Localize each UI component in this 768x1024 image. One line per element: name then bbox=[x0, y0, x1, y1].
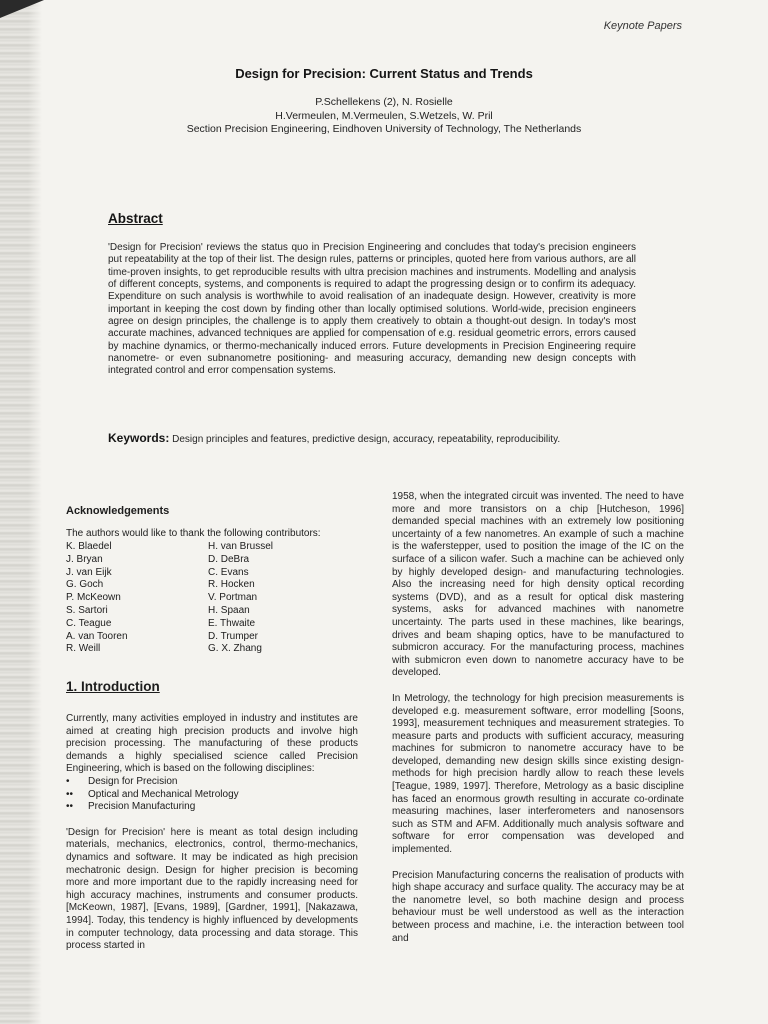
body-paragraph: Precision Manufacturing concerns the realisation of products with high shape accuracy and surface quality. The accuracy may be at the nanometre level, so both machine design and process behaviour must be well understood as well as the interaction between process and machine, i.e. the interaction between tool and bbox=[392, 869, 684, 944]
abstract-heading: Abstract bbox=[108, 211, 163, 226]
keywords-line bbox=[108, 431, 668, 445]
contributor-name: H. van Brussel bbox=[208, 541, 274, 552]
intro-paragraph-1: Currently, many activities employed in industry and institutes are aimed at creating high precision products and involve high precision processing. The manufacturing of these products demands a highly specialised science called Precision Engineering, which is based on the following disciplines: bbox=[66, 713, 358, 775]
acknowledgements-intro: The authors would like to thank the following contributors: bbox=[66, 528, 321, 539]
disciplines-list bbox=[66, 776, 358, 814]
discipline-label: Precision Manufacturing bbox=[88, 801, 196, 813]
discipline-item bbox=[66, 801, 358, 814]
contributor-name: P. McKeown bbox=[66, 592, 121, 604]
affiliation-line: Section Precision Engineering, Eindhoven University of Technology, The Netherlands bbox=[186, 123, 582, 135]
author-block bbox=[0, 96, 768, 137]
contributor-name: J. van Eijk bbox=[66, 566, 112, 578]
discipline-label: Optical and Mechanical Metrology bbox=[88, 788, 239, 800]
contributor-name: C. Teague bbox=[66, 617, 112, 629]
contributor-name: R. Hocken bbox=[208, 579, 255, 591]
body-paragraph: In Metrology, the technology for high precision measurements is developed e.g. measurement software, error modelling [Soons, 1993], measurement techniques and measurement strategies. To measure parts and products with sufficient accuracy, measuring machines for submicron to nanometre accuracy have to be developed, demanding new design skills since existing design-methods for high precision hardly allow to reach these levels [Teague, 1989, 1997]. Therefore, Metrology as a basic discipline has faced an enormous growth resulting in accurate co-ordinate measuring machines, laser interferometers and nanosensors such as STM and AFM. Additionally much analysis software and software for error compensation was developed and implemented. bbox=[392, 692, 684, 856]
author-line: H.Vermeulen, M.Vermeulen, S.Wetzels, W. Pril bbox=[275, 109, 493, 122]
contributor-name: K. Blaedel bbox=[66, 541, 112, 552]
contributor-name: C. Evans bbox=[208, 566, 249, 578]
contributor-name: D. DeBra bbox=[208, 553, 250, 565]
contributor-name: H. Spaan bbox=[208, 604, 250, 616]
section-label: Keynote Papers bbox=[603, 20, 682, 32]
contributor-name: S. Sartori bbox=[66, 604, 108, 616]
contributor-name: A. van Tooren bbox=[66, 630, 128, 642]
author-line: P.Schellekens (2), N. Rosielle bbox=[315, 96, 453, 108]
paper-title: Design for Precision: Current Status and Trends bbox=[235, 66, 533, 81]
contributor-name: R. Weill bbox=[66, 643, 101, 655]
bullet-icon: • bbox=[66, 775, 70, 787]
bullet-icon: •• bbox=[66, 788, 74, 800]
contributor-name: V. Portman bbox=[208, 592, 258, 604]
discipline-item bbox=[66, 776, 358, 789]
intro-paragraph-2: 'Design for Precision' here is meant as total design including materials, mechanics, electronics, control, thermo-mechanics, dynamics and software. It may be indicated as high precision mechatronic design. Design for higher precision is becoming more and more important due to the rapidly increasing need for high accuracy machines, instruments and consumer products. [McKeown, 1987], [Evans, 1989], [Gardner, 1991], [Nakazawa, 1994]. Today, this tendency is highly influenced by developments in computer technology, data processing and data storage. This process started in bbox=[66, 826, 358, 952]
contributor-name: G. X. Zhang bbox=[208, 643, 262, 655]
keywords-label: Keywords: bbox=[108, 431, 170, 445]
bullet-icon: •• bbox=[66, 801, 74, 813]
body-paragraph: 1958, when the integrated circuit was invented. The need to have more and more transistors on a chip [Hutcheson, 1996] demanded special machines with an extremely low positioning uncertainty of a few nanometres. An example of such a machine is the waferstepper, used to position the image of the IC on the surface of a silicon wafer. Such a machine can be achieved only by highly developed design- and manufacturing technologies. Also the increasing need for high density optical recording systems (DVD), and as a result for optical disk mastering systems, asks for advanced machines with nanometre uncertainty. The parts used in these machines, like bearings, drives and beam shaping optics, have to be manufactured to submicron accuracy. For the manufacturing process, machines with submicron even down to nanometre accuracy have to be developed. bbox=[392, 491, 684, 679]
introduction-body bbox=[66, 713, 358, 953]
keywords-text: Design principles and features, predictive design, accuracy, repeatability, reproducibility. bbox=[172, 434, 561, 445]
scan-corner-mark bbox=[0, 0, 44, 18]
contributor-name: J. Bryan bbox=[66, 553, 103, 565]
right-column-body bbox=[392, 491, 684, 945]
scan-binding-edge bbox=[0, 0, 42, 1024]
discipline-item bbox=[66, 789, 358, 802]
contributor-name: E. Thwaite bbox=[208, 617, 256, 629]
discipline-label: Design for Precision bbox=[88, 775, 178, 787]
contributors-list bbox=[66, 541, 326, 656]
abstract-text: 'Design for Precision' reviews the status quo in Precision Engineering and concludes that today's precision engineers put repeatability at the top of their list. The design rules, patterns or principles, quoted here from various authors, are all time-proven insights, to get reproducible results with ultra precision machines and instruments. Modelling and analysis of different concepts, systems, and components is required to adapt the progressing design or to confirm its adequacy. Expenditure on such analysis is worthwhile to avoid realisation of an inadequate design. However, creativity is more important in keeping the cost down by finding other than locally optimised solutions. World-wide, precision engineers agree on design principles, the challenge is to apply them creatively to obtain a thought-out design. In today's most accurate machines, advanced techniques are applied for compensation of e.g. residual geometric errors, errors caused by machine dynamics, or thermo-mechanically induced errors. Future developments in Precision Engineering require nanometre- or even subnanometre positioning- and measuring accuracy, demanding new design concepts with integrated control and error compensation systems. bbox=[108, 242, 636, 377]
introduction-heading: 1. Introduction bbox=[66, 679, 160, 694]
contributor-name: G. Goch bbox=[66, 579, 104, 591]
contributor-name: D. Trumper bbox=[208, 630, 259, 642]
acknowledgements-heading: Acknowledgements bbox=[66, 505, 170, 517]
